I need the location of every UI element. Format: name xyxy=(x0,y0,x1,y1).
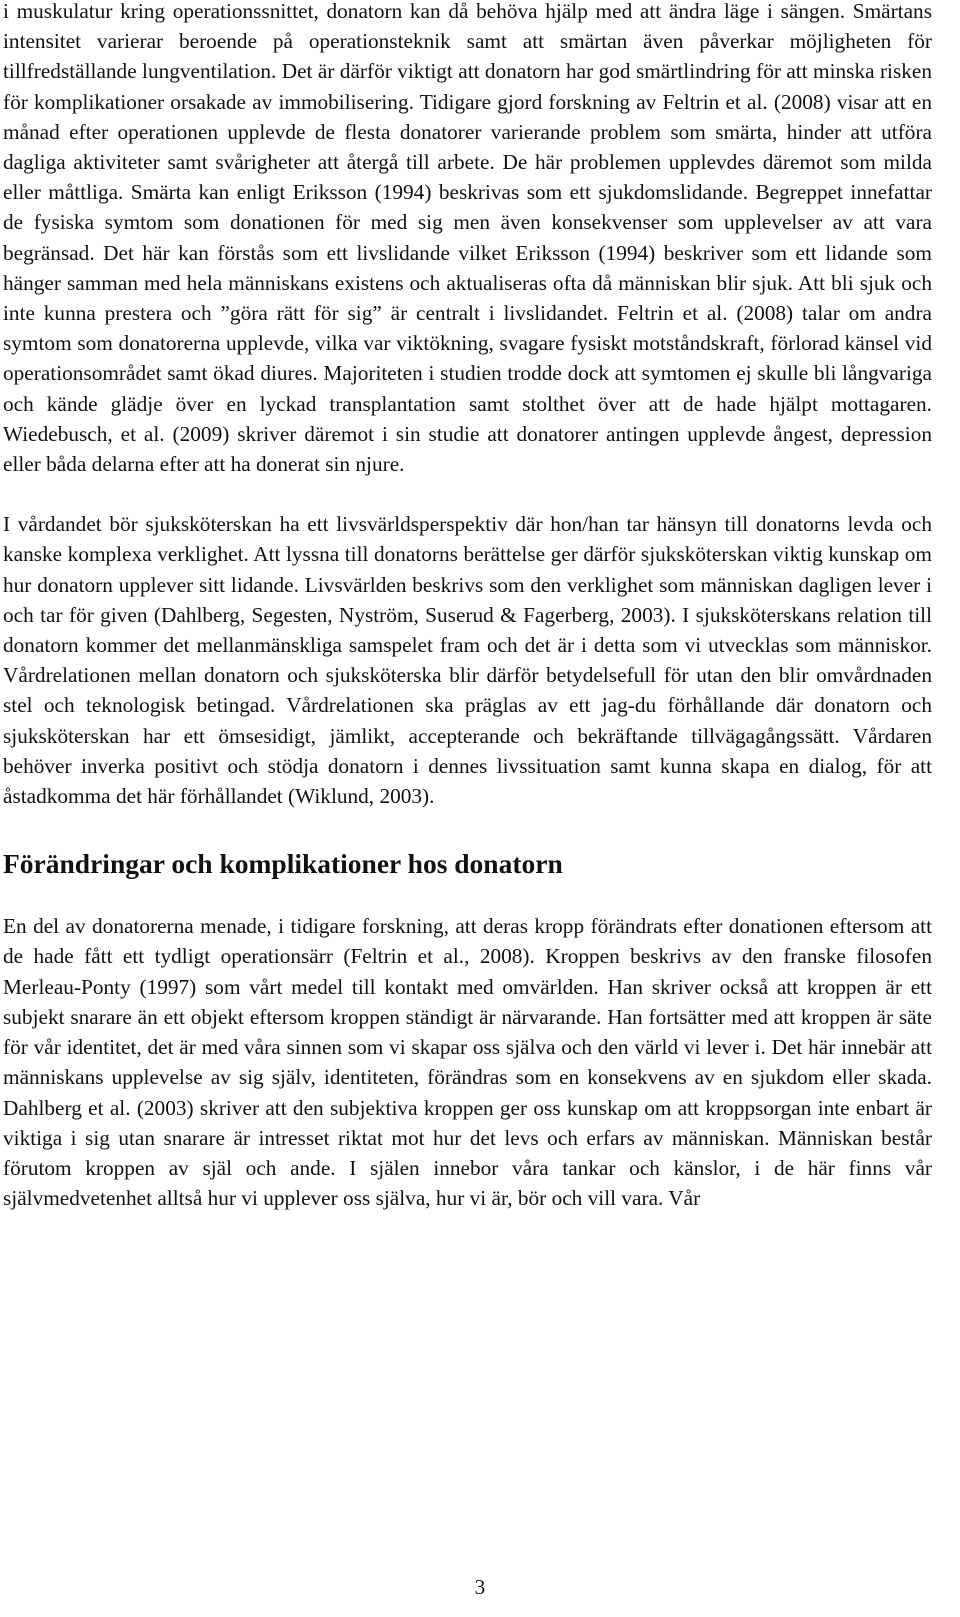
section-paragraph-1: En del av donatorerna menade, i tidigare forskning, att deras kropp förändrats efter donationen eftersom att de hade fått ett tydligt operationsärr (Feltrin et al., 2008). Kroppen beskrivs av den franske filosofen Merleau-Ponty (1997) som vårt medel till kontakt med omvärlden. Han skriver också att kroppen är ett subjekt snarare än ett objekt eftersom kroppen ständigt är närvarande. Han fortsätter med att kroppen är säte för vår identitet, det är med våra sinnen som vi skapar oss själva och den värld vi lever i. Det här innebär att människans upplevelse av sig själv, identiteten, förändras som en konsekvens av en sjukdom eller skada. Dahlberg et al. (2003) skriver att den subjektiva kroppen ger oss kunskap om att kroppsorgan inte enbart är viktiga i sig utan snarare är intresset riktat mot hur det levs och erfars av människan. Människan består förutom kroppen av själ och ande. I själen innebor våra tankar och känslor, i de här finns vår självmedvetenhet alltså hur vi upplever oss själva, hur vi är, bör och vill vara. Vår xyxy=(3,914,932,1211)
page-number: 3 xyxy=(474,1575,486,1599)
body-paragraph-2: I vårdandet bör sjuksköterskan ha ett livsvärldsperspektiv där hon/han tar hänsyn till donatorns levda och kanske komplexa verklighet. Att lyssna till donatorns berättelse ger därför sjuksköterskan viktig kunskap om hur donatorn upplever sitt lidande. Livsvärlden beskrivs som den verklighet som människan dagligen lever i och tar för given (Dahlberg, Segesten, Nyström, Suserud & Fagerberg, 2003). I sjuksköterskans relation till donatorn kommer det mellanmänskliga samspelet fram och det är i detta som vi utvecklas som människor. Vårdrelationen mellan donatorn och sjuksköterska blir därför betydelsefull för utan den blir omvårdnaden stel och teknologisk betingad. Vårdrelationen ska präglas av ett jag-du förhållande där donatorn och sjuksköterskan har ett ömsesidigt, jämlikt, accepterande och bekräftande tillvägagångssätt. Vårdaren behöver inverka positivt och stödja donatorn i dennes livssituation samt kunna skapa en dialog, för att åstadkomma det här förhållandet (Wiklund, 2003). xyxy=(3,512,932,809)
section-heading: Förändringar och komplikationer hos donatorn xyxy=(3,848,563,880)
body-paragraph-1: i muskulatur kring operationssnittet, donatorn kan då behöva hjälp med att ändra läge i sängen. Smärtans intensitet varierar beroende på operationsteknik samt att smärtan även påverkar möjligheten för tillfredställande lungventilation. Det är därför viktigt att donatorn har god smärtlindring för att minska risken för komplikationer orsakade av immobilisering. Tidigare gjord forskning av Feltrin et al. (2008) visar att en månad efter operationen upplevde de flesta donatorer varierande problem som smärta, hinder att utföra dagliga aktiviteter samt svårigheter att återgå till arbete. De här problemen upplevdes däremot som milda eller måttliga. Smärta kan enligt Eriksson (1994) beskrivas som ett sjukdomslidande. Begreppet innefattar de fysiska symtom som donationen för med sig men även konsekvenser som upplevelser av att vara begränsad. Det här kan förstås som ett livslidande vilket Eriksson (1994) beskriver som ett lidande som hänger samman med hela människans existens och aktualiseras ofta då människan blir sjuk. Att bli sjuk och inte kunna prestera och ”göra rätt för sig” är centralt i livslidandet. Feltrin et al. (2008) talar om andra symtom som donatorerna upplevde, vilka var viktökning, svagare fysiskt motståndskraft, förlorad känsel vid operationsområdet samt ökad diures. Majoriteten i studien trodde dock att symtomen ej skulle bli långvariga och kände glädje över en lyckad transplantation samt stolthet över att de hade hjälpt mottagaren. Wiedebusch, et al. (2009) skriver däremot i sin studie att donatorer antingen upplevde ångest, depression eller båda delarna efter att ha donerat sin njure. xyxy=(3,0,932,477)
